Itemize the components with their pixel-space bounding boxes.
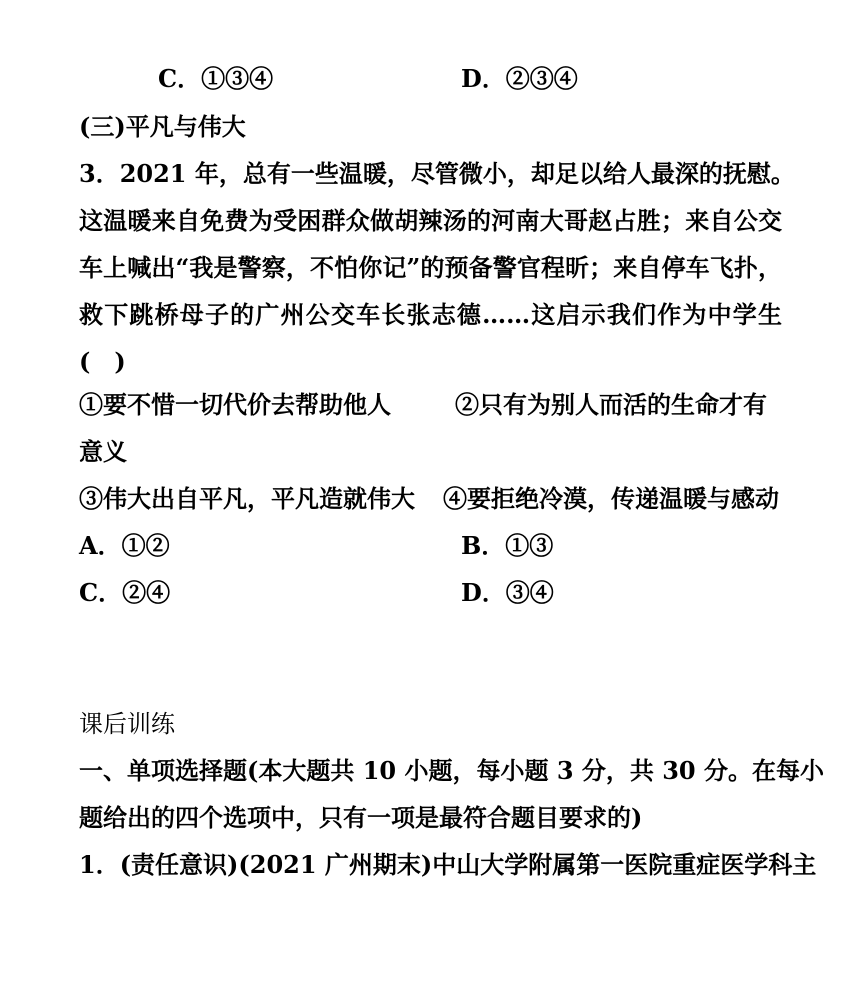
q3-option-a: A．①② (79, 531, 170, 560)
q3-stem-line-1: 3．2021 年，总有一些温暖，尽管微小，却足以给人最深的抚慰。 (79, 159, 795, 188)
q1-stem-line-1: 1．(责任意识)(2021 广州期末)中山大学附属第一医院重症医学科主 (79, 850, 817, 879)
q2-option-d: D．②③④ (461, 64, 578, 93)
q3-option-c: C．②④ (79, 578, 171, 607)
q3-statement-3: ③伟大出自平凡，平凡造就伟大 (79, 484, 415, 513)
q3-option-b: B．①③ (461, 531, 554, 560)
q3-stem-line-2: 这温暖来自免费为受困群众做胡辣汤的河南大哥赵占胜；来自公交 (79, 206, 782, 235)
section-heading: (三)平凡与伟大 (79, 112, 246, 141)
q3-statement-4: ④要拒绝冷漠，传递温暖与感动 (443, 484, 779, 513)
q3-statement-2: ②只有为别人而活的生命才有 (455, 390, 767, 419)
answer-bracket: ( ) (79, 347, 126, 376)
q3-option-d: D．③④ (461, 578, 554, 607)
q3-statement-2-cont: 意义 (79, 437, 127, 466)
q3-stem-line-4: 救下跳桥母子的广州公交车长张志德……这启示我们作为中学生 (79, 300, 782, 329)
after-class-heading: 课后训练 (79, 710, 175, 738)
part-title-line-2: 题给出的四个选项中，只有一项是最符合题目要求的) (79, 803, 643, 832)
part-title-line-1: 一、单项选择题(本大题共 10 小题，每小题 3 分，共 30 分。在每小 (79, 756, 824, 785)
q2-option-c: C．①③④ (158, 64, 274, 93)
q3-stem-line-3: 车上喊出“我是警察，不怕你记”的预备警官程昕；来自停车飞扑， (79, 253, 782, 282)
q3-statement-1: ①要不惜一切代价去帮助他人 (79, 390, 391, 419)
